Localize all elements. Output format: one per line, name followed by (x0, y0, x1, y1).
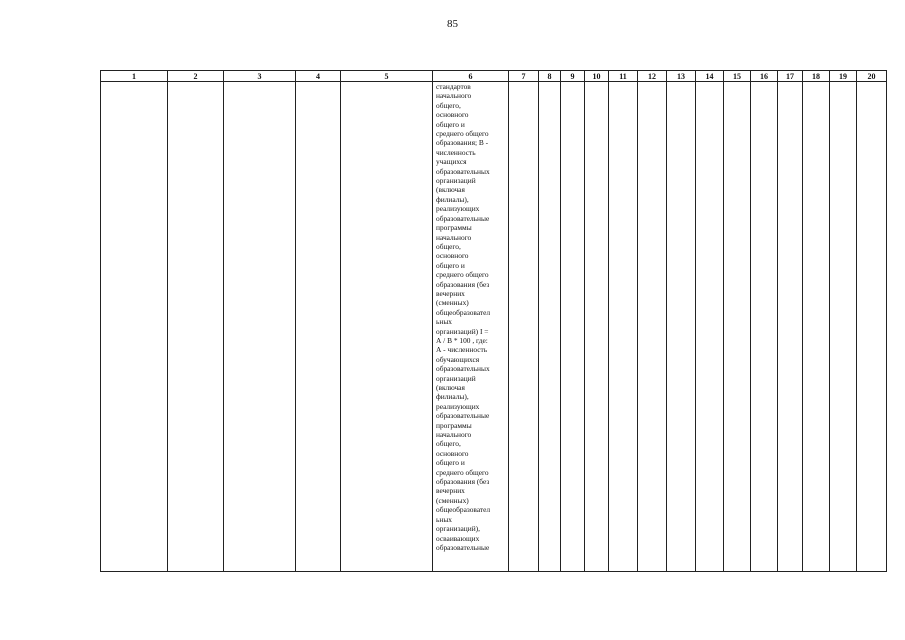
column-header: 10 (585, 71, 609, 82)
table-cell (803, 82, 830, 572)
formula-line: организаций) I = (436, 326, 489, 336)
formula-line: ьных (436, 317, 452, 327)
column-header: 20 (857, 71, 887, 82)
formula-line: образовательные (436, 411, 490, 421)
formula-line: обучающихся (436, 354, 480, 364)
formula-line: образования (без (436, 279, 490, 289)
formula-line: вечерних (436, 288, 465, 298)
table-cell (609, 82, 638, 572)
formula-line: организаций), (436, 524, 480, 534)
column-header: 19 (830, 71, 857, 82)
formula-line: организаций (436, 373, 476, 383)
formula-line: стандартов (436, 82, 471, 91)
formula-line: (сменных) (436, 298, 469, 308)
column-header: 1 (101, 71, 168, 82)
formula-line: общего и (436, 458, 465, 468)
table-cell (168, 82, 224, 572)
formula-line: численность (436, 147, 476, 157)
data-table (100, 70, 887, 572)
formula-line: основного (436, 110, 469, 120)
column-header: 13 (667, 71, 696, 82)
formula-line: реализующих (436, 401, 480, 411)
column-header: 5 (341, 71, 433, 82)
column-header: 15 (724, 71, 751, 82)
column-header: 8 (539, 71, 561, 82)
formula-line: филиалы), (436, 392, 469, 402)
table-cell (101, 82, 168, 572)
formula-line: ьных (436, 514, 452, 524)
formula-line: среднего общего (436, 467, 489, 477)
table-cell (296, 82, 341, 572)
formula-line: (включая (436, 383, 465, 392)
formula-line: программы (436, 420, 472, 430)
column-header: 11 (609, 71, 638, 82)
formula-line: программы (436, 223, 472, 233)
formula-line: общего, (436, 439, 461, 449)
formula-line: А - численность (436, 345, 488, 355)
table-cell (539, 82, 561, 572)
formula-line: основного (436, 251, 469, 261)
formula-line: основного (436, 448, 469, 458)
formula-line: образования (без (436, 477, 490, 487)
column-header: 16 (751, 71, 778, 82)
formula-line: общеобразовател (436, 307, 491, 317)
table-cell (667, 82, 696, 572)
column-header: 17 (778, 71, 803, 82)
column-header: 9 (561, 71, 585, 82)
formula-line: общего, (436, 100, 461, 110)
table-cell (751, 82, 778, 572)
column-header: 7 (509, 71, 539, 82)
table-cell (830, 82, 857, 572)
formula-line: образовательные (436, 542, 490, 552)
formula-line: А / В * 100 , где: (436, 335, 488, 345)
table-cell (778, 82, 803, 572)
column-header: 3 (224, 71, 296, 82)
formula-line: образования; В - (436, 138, 489, 148)
table-cell (585, 82, 609, 572)
table-cell (696, 82, 724, 572)
table-cell (857, 82, 887, 572)
formula-line: начального (436, 91, 472, 101)
formula-line: образовательных (436, 166, 490, 176)
formula-line: образовательных (436, 364, 490, 374)
formula-line: общеобразовател (436, 505, 491, 515)
formula-line: общего, (436, 241, 461, 251)
table-cell (638, 82, 667, 572)
column-header: 6 (433, 71, 509, 82)
column-header: 18 (803, 71, 830, 82)
table-cell (724, 82, 751, 572)
formula-line: общего и (436, 260, 465, 270)
column-header: 12 (638, 71, 667, 82)
formula-line: общего и (436, 119, 465, 129)
formula-line: вечерних (436, 486, 465, 496)
formula-line: осваивающих (436, 533, 480, 543)
table-cell (341, 82, 433, 572)
column-header: 14 (696, 71, 724, 82)
table-cell (561, 82, 585, 572)
formula-line: образовательные (436, 213, 490, 223)
formula-line: (включая (436, 185, 465, 195)
page-number: 85 (447, 18, 458, 30)
column-header: 2 (168, 71, 224, 82)
formula-line: реализующих (436, 204, 480, 214)
formula-line: начального (436, 232, 472, 242)
formula-line: организаций (436, 176, 476, 186)
table-cell (224, 82, 296, 572)
column-header: 4 (296, 71, 341, 82)
indicator-formula-cell (433, 82, 509, 572)
table-cell (509, 82, 539, 572)
formula-line: филиалы), (436, 194, 469, 204)
formula-line: учащихся (436, 157, 467, 167)
formula-line: начального (436, 430, 472, 440)
formula-line: среднего общего (436, 129, 489, 139)
formula-line: (сменных) (436, 495, 469, 505)
header-row (101, 71, 887, 82)
table-row (101, 82, 887, 572)
formula-line: среднего общего (436, 270, 489, 280)
